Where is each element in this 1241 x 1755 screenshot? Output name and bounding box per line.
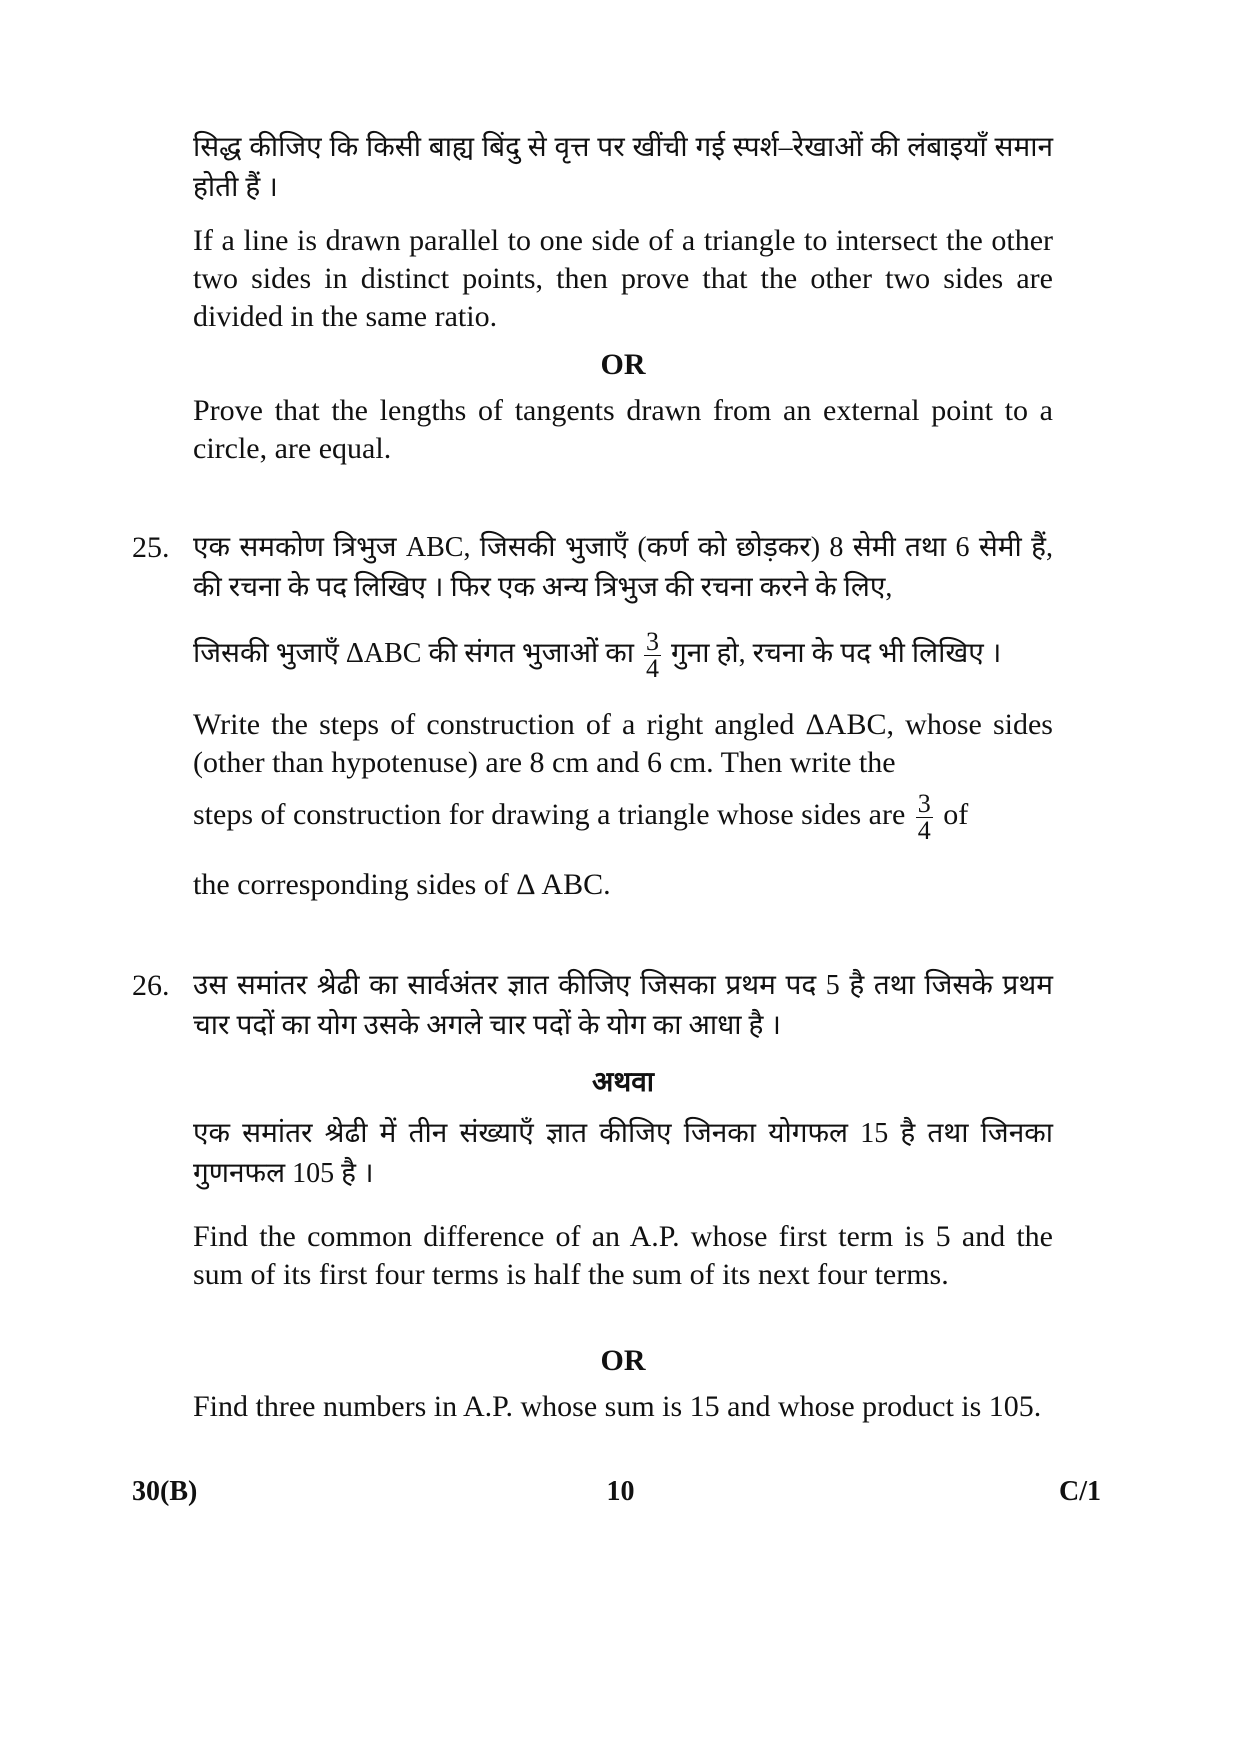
fraction-denominator: 4 — [917, 815, 931, 845]
question-number-26: 26. — [132, 969, 170, 1002]
q25-english-text-c: the corresponding sides of Δ ABC. — [193, 868, 611, 901]
fraction-numerator: 3 — [917, 788, 931, 818]
q25-english-text-b — [193, 786, 1053, 844]
english-theorem-text: If a line is drawn parallel to one side of a triangle to intersect the other two sides in distinct points, then prove that the other two sides are divided in the same ratio. — [193, 224, 1053, 333]
question-number-25: 25. — [132, 531, 170, 564]
or-separator: OR — [600, 1344, 646, 1377]
fraction-numerator: 3 — [645, 627, 659, 657]
q25-hindi-text-b — [193, 626, 1053, 682]
q25-hindi-pre: जिसकी भुजाएँ ΔABC की संगत भुजाओं का — [193, 638, 634, 669]
q25-english-post: of — [943, 798, 969, 831]
footer-page-number: 10 — [606, 1476, 635, 1507]
footer-set-code: C/1 — [1059, 1476, 1101, 1507]
fraction-denominator: 4 — [645, 654, 659, 684]
q26-hindi-text: उस समांतर श्रेढी का सार्वअंतर ज्ञात कीजिए जिसका प्रथम पद 5 है तथा जिसके प्रथम चार पदों का योग उसके अगले चार पदों के योग का आधा है । — [193, 970, 1053, 1041]
q26-hindi-or-text: एक समांतर श्रेढी में तीन संख्याएँ ज्ञात कीजिए जिनका योगफल 15 है तथा जिनका गुणनफल 105 है । — [193, 1118, 1053, 1189]
or-separator: OR — [600, 348, 646, 381]
q25-hindi-text-a: एक समकोण त्रिभुज ABC, जिसकी भुजाएँ (कर्ण को छोड़कर) 8 सेमी तथा 6 सेमी हैं, की रचना के पद लिखिए । फिर एक अन्य त्रिभुज की रचना करने के लिए, — [193, 532, 1053, 603]
q25-english-fraction — [916, 788, 933, 845]
q26-english-text: Find the common difference of an A.P. whose first term is 5 and the sum of its first four terms is half the sum of its next four terms. — [193, 1220, 1053, 1291]
athva-separator: अथवा — [591, 1067, 655, 1098]
q25-hindi-fraction — [644, 629, 661, 682]
footer-paper-code: 30(B) — [132, 1476, 198, 1507]
q25-hindi-post: गुना हो, रचना के पद भी लिखिए । — [670, 638, 1002, 669]
q25-english-text-a: Write the steps of construction of a right angled ΔABC, whose sides (other than hypotenuse) are 8 cm and 6 cm. Then write the — [193, 708, 1053, 779]
english-or-text: Prove that the lengths of tangents drawn from an external point to a circle, are equal. — [193, 394, 1053, 465]
hindi-theorem-text: सिद्ध कीजिए कि किसी बाह्य बिंदु से वृत्त पर खींची गई स्पर्श–रेखाओं की लंबाइयाँ समान होती हैं । — [193, 132, 1053, 203]
q26-english-or-text: Find three numbers in A.P. whose sum is 15 and whose product is 105. — [193, 1390, 1042, 1423]
q25-english-pre: steps of construction for drawing a triangle whose sides are — [193, 798, 906, 831]
